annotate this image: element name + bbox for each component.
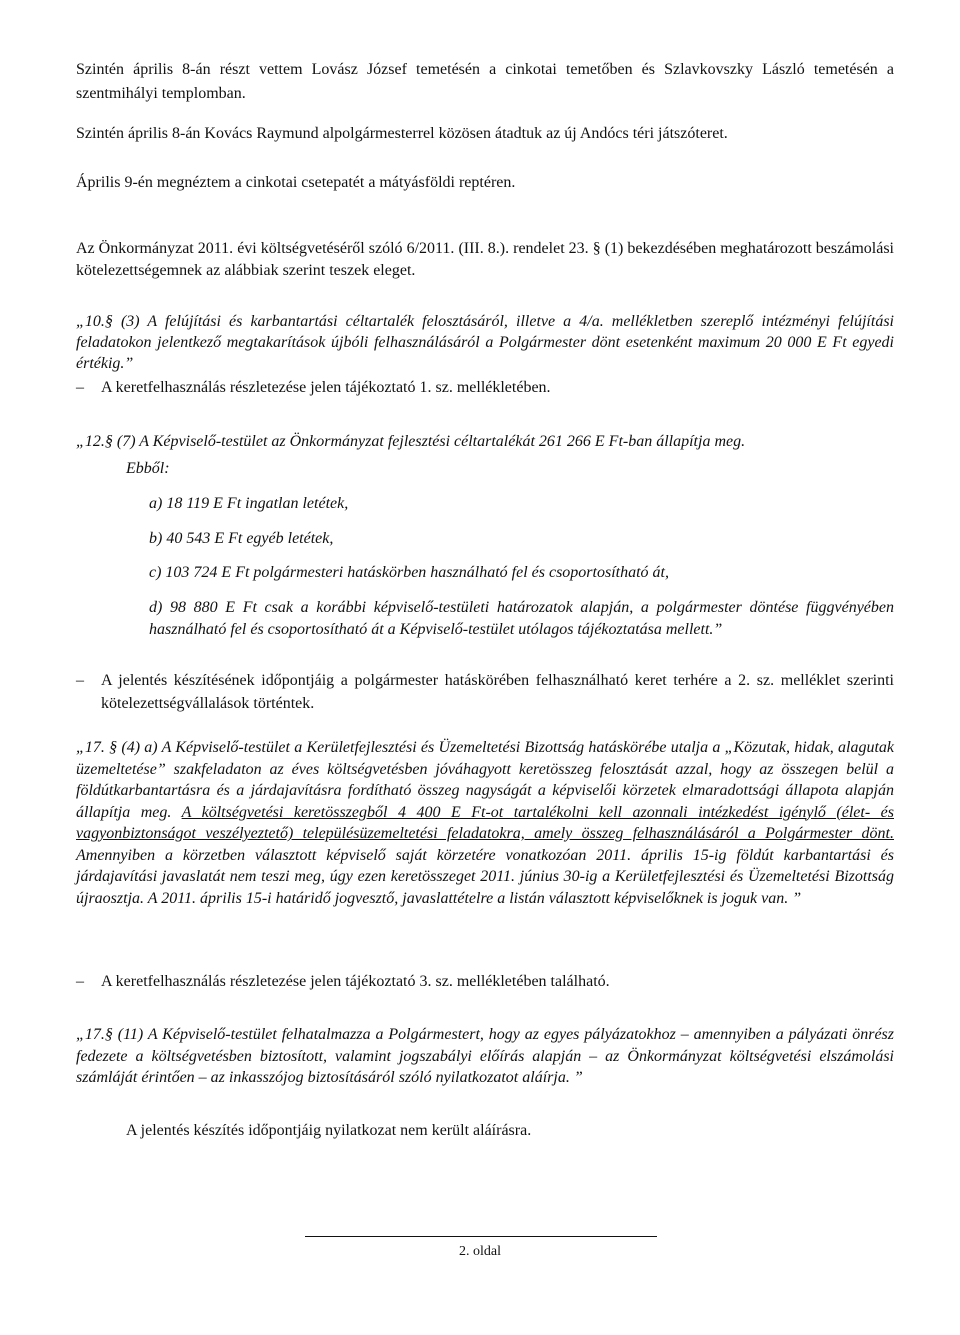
section-17-4-text-a: „17. § (4) a) A Képviselő-testület a Kerületfejlesztési és Üzemeltetési Bizottság hatáskörébe utalja a „Közutak, hidak, alagutak üzemeltetése” szakfeladaton az éves költségvetésben jóváhagyott keretösszeg felosztását azzal, hogy az összegen belül a földútkarbantartásra és a járdajavításra fordítható összeg nagyságát a képviselői körzetek elmaradottsági állapota alapján állapítja meg. <box>76 739 894 821</box>
list-item-a: a) 18 119 E Ft ingatlan letétek, <box>149 495 349 512</box>
footer-divider <box>305 1236 657 1237</box>
dash-text-12: A jelentés készítésének időpontjáig a polgármester hatáskörében felhasználható keret terhére a 2. sz. melléklet szerinti kötelezettségvállalások történtek. <box>101 672 894 712</box>
dash-item-12 <box>76 669 894 715</box>
dash-text-17: A keretfelhasználás részletezése jelen tájékoztató 3. sz. mellékletében található. <box>101 973 610 990</box>
list-item-d: d) 98 880 E Ft csak a korábbi képviselő-testületi határozatok alapján, a polgármester döntése függvényében használható fel és csoportosítható át a Képviselő-testület utólagos tájékoztatása mellett.” <box>149 599 894 638</box>
list-item-b: b) 40 543 E Ft egyéb letétek, <box>149 530 334 547</box>
paragraph-report-intro: Az Önkormányzat 2011. évi költségvetéséről szóló 6/2011. (III. 8.). rendelet 23. § (1) bekezdésében meghatározott beszámolási kötelezettségemnek az alábbiak szerint teszek eleget. <box>76 240 894 279</box>
paragraph-playground: Szintén április 8-án Kovács Raymund alpolgármesterrel közösen átadtuk az új Andócs téri játszóteret. <box>76 125 728 142</box>
quote-section-12-ebbol: Ebből: <box>126 460 170 477</box>
dash-text-10: A keretfelhasználás részletezése jelen tájékoztató 1. sz. mellékletében. <box>101 379 551 396</box>
quote-section-17-11: „17.§ (11) A Képviselő-testület felhatalmazza a Polgármestert, hogy az egyes pályázatokhoz – amennyiben a pályázati önrész fedezete a költségvetésben biztosított, valamint jogszabályi előírás alapján – az Önkormányzat költségvetési elszámolási számláját érintően – az inkasszójog biztosításáról szóló nyilatkozatot aláírja. ” <box>76 1026 894 1086</box>
quote-section-10: „10.§ (3) A felújítási és karbantartási céltartalék felosztásáról, illetve a 4/a. mellékletben szereplő intézményi felújítási feladatokon jelentkező megtakarítások újbóli felhasználásáról a Polgármester dönt esetenként maximum 20 000 E Ft egyedi értékig.” <box>76 313 894 372</box>
page-number: 2. oldal <box>459 1244 501 1259</box>
paragraph-funerals: Szintén április 8-án részt vettem Lovász József temetésén a cinkotai temetőben és Szlavkovszky László temetésén a szentmihályi templomban. <box>76 61 894 102</box>
paragraph-airfield: Április 9-én megnéztem a cinkotai csetepatét a mátyásföldi reptéren. <box>76 174 516 191</box>
dash-item-10 <box>76 378 894 397</box>
quote-section-17-4 <box>76 737 894 909</box>
section-17-4-text-b: Amennyiben a körzetben választott képviselő saját körzetére vonatkozóan 2011. április 15-ig földút karbantartási és járdajavítási javaslatát nem teszi meg, úgy ezen keretösszeget 2011. június 30-ig a Kerületfejlesztési és Üzemeltetési Bizottság újraosztja. A 2011. április 15-i határidő jogvesztő, javaslattételre a listán választott képviselőknek is joguk van. ” <box>76 846 894 907</box>
dash-bullet: – <box>76 672 84 689</box>
dash-bullet: – <box>76 973 84 990</box>
dash-item-17 <box>76 972 894 991</box>
paragraph-not-signed: A jelentés készítés időpontjáig nyilatkozat nem került aláírásra. <box>126 1122 532 1139</box>
quote-section-12: „12.§ (7) A Képviselő-testület az Önkormányzat fejlesztési céltartalékát 261 266 E Ft-ban állapítja meg. <box>76 433 746 450</box>
section-17-4-underlined: A költségvetési keretösszegből 4 400 E Ft-ot tartalékolni kell azonnali intézkedést igénylő (élet- és vagyonbiztonságot veszélyeztető) településüzemeltetési feladatokra, amely összeg felhasználásáról a Polgármester dönt. <box>76 803 894 842</box>
dash-bullet: – <box>76 379 84 396</box>
list-item-c: c) 103 724 E Ft polgármesteri hatáskörben használható fel és csoportosítható át, <box>149 564 669 581</box>
